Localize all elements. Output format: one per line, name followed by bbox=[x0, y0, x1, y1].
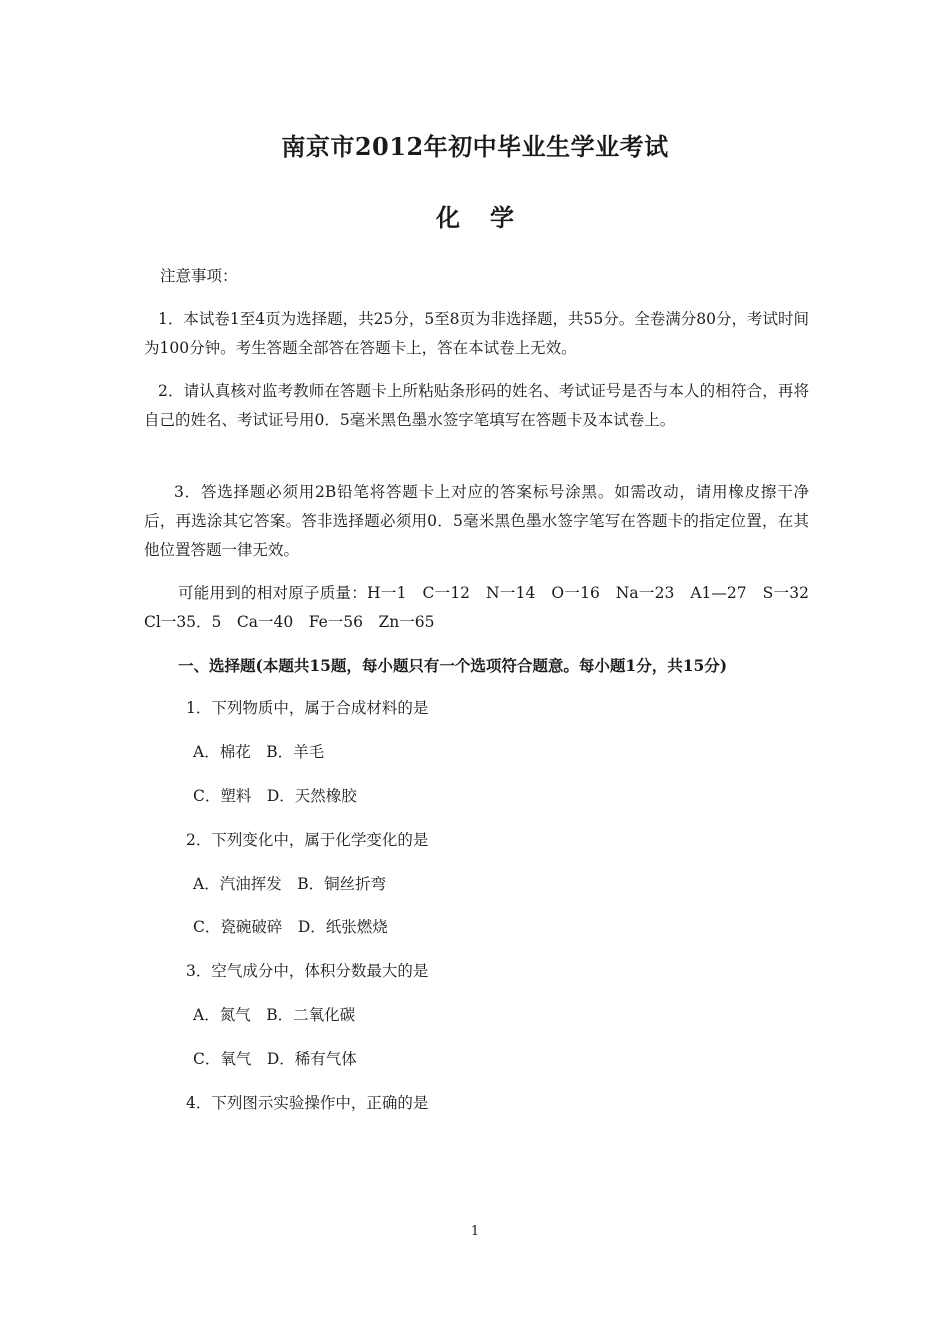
exam-title: 南京市2012年初中毕业生学业考试 bbox=[281, 132, 669, 161]
exam-subject: 化学 bbox=[436, 203, 544, 232]
question-3-options-a-b: A．氮气 B．二氧化碳 bbox=[193, 1006, 356, 1024]
question-1-options-a-b: A．棉花 B．羊毛 bbox=[193, 743, 325, 761]
notes-item-1: 1．本试卷1至4页为选择题，共25分，5至8页为非选择题，共55分。全卷满分80分，考试时间为100分钟。考生答题全部答在答题卡上，答在本试卷上无效。 bbox=[144, 310, 809, 357]
question-3-stem: 3．空气成分中，体积分数最大的是 bbox=[186, 962, 429, 980]
question-2-options-a-b: A．汽油挥发 B．铜丝折弯 bbox=[193, 875, 387, 893]
notes-item-2: 2．请认真核对监考教师在答题卡上所粘贴条形码的姓名、考试证号是否与本人的相符合，再将自己的姓名、考试证号用0．5毫米黑色墨水签字笔填写在答题卡及本试卷上。 bbox=[144, 382, 809, 429]
question-3-options-c-d: C．氧气 D．稀有气体 bbox=[193, 1050, 357, 1068]
question-2-stem: 2．下列变化中，属于化学变化的是 bbox=[186, 831, 429, 849]
section-heading: 一、选择题(本题共15题，每小题只有一个选项符合题意。每小题1分，共15分) bbox=[178, 656, 728, 675]
page-number: 1 bbox=[470, 1224, 480, 1239]
atomic-masses: 可能用到的相对原子质量：H一1 C一12 N一14 O一16 Na一23 A1—27 S一32 Cl一35．5 Ca一40 Fe一56 Zn一65 bbox=[144, 584, 825, 631]
notes-item-3: 3．答选择题必须用2B铅笔将答题卡上对应的答案标号涂黑。如需改动，请用橡皮擦干净后，再选涂其它答案。答非选择题必须用0．5毫米黑色墨水签字笔写在答题卡的指定位置，在其他位置答题一律无效。 bbox=[144, 483, 809, 559]
question-4-stem: 4．下列图示实验操作中，正确的是 bbox=[186, 1094, 429, 1112]
question-1-stem: 1．下列物质中，属于合成材料的是 bbox=[186, 699, 429, 717]
notes-header: 注意事项： bbox=[160, 267, 238, 285]
question-2-options-c-d: C．瓷碗破碎 D．纸张燃烧 bbox=[193, 918, 388, 936]
question-1-options-c-d: C．塑料 D．天然橡胶 bbox=[193, 787, 357, 805]
